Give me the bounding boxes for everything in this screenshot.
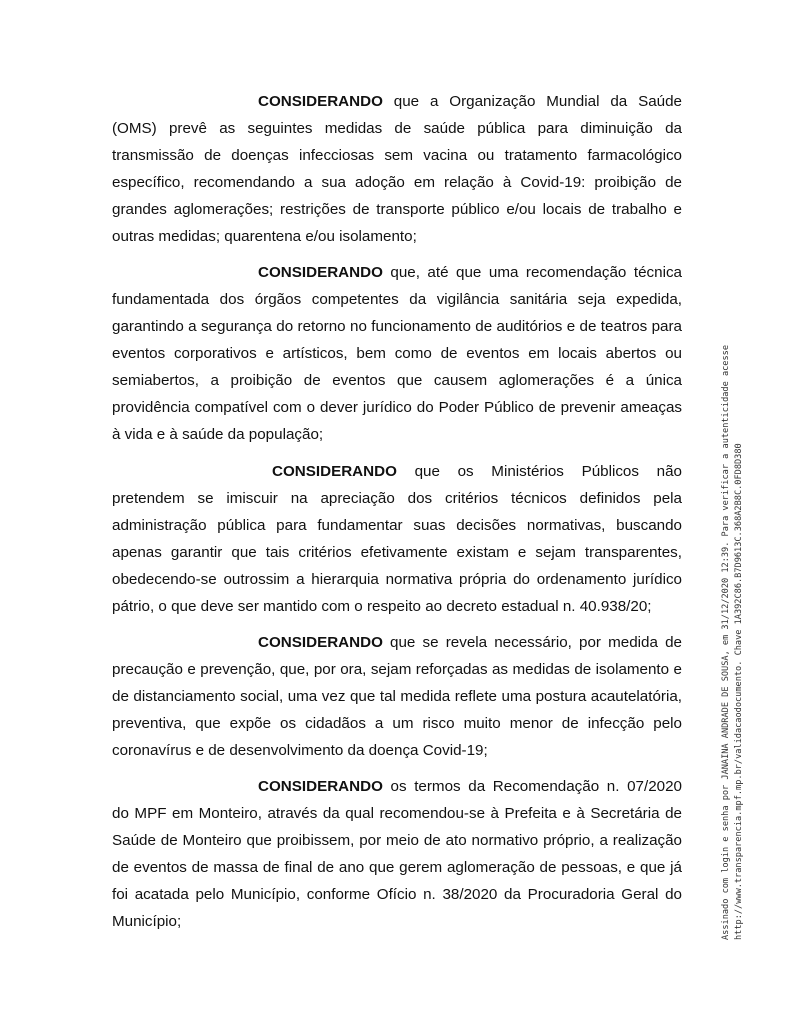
paragraph-5: [112, 773, 682, 935]
signature-verification-note: [720, 180, 746, 940]
paragraph-4-text: que se revela necessário, por medida de precaução e prevenção, que, por ora, sejam reforçadas as medidas de isolamento e de distanciamento social, uma vez que tal medida reflete uma postura acautelatória, preventiva, que expõe os cidadãos a um risco muito menor de infecção pelo coronavírus e de desenvolvimento da doença Covid-19;: [112, 634, 682, 759]
paragraph-5-lead: CONSIDERANDO: [258, 778, 383, 795]
signature-note-line-2[interactable]: http://www.transparencia.mpf.mp.br/validacaodocumento. Chave 1A392C86.B7D9613C.368A2B8C.0FD8D380: [734, 443, 744, 940]
paragraph-3-lead: CONSIDERANDO: [272, 463, 397, 480]
paragraph-2-text: que, até que uma recomendação técnica fundamentada dos órgãos competentes da vigilância sanitária seja expedida, garantindo a segurança do retorno no funcionamento de auditórios e de teatros para eventos corporativos e artísticos, bem como de eventos em locais abertos ou semiabertos, a proibição de eventos que causem aglomerações é a única providência compatível com o dever jurídico do Poder Público de prevenir ameaças à vida e à saúde da população;: [112, 264, 682, 443]
paragraph-2: [112, 259, 682, 448]
paragraph-3-text: que os Ministérios Públicos não pretendem se imiscuir na apreciação dos critérios técnicos definidos pela administração pública para fundamentar suas decisões normativas, buscando apenas garantir que tais critérios efetivamente existam e sejam transparentes, obedecendo-se outrossim a hierarquia normativa própria do ordenamento jurídico pátrio, o que deve ser mantido com o respeito ao decreto estadual n. 40.938/20;: [112, 463, 682, 615]
paragraph-1-lead: CONSIDERANDO: [258, 93, 383, 110]
paragraph-3: [112, 458, 682, 620]
paragraph-4: [112, 629, 682, 764]
paragraph-4-lead: CONSIDERANDO: [258, 634, 383, 651]
paragraph-2-lead: CONSIDERANDO: [258, 264, 383, 281]
paragraph-1-text: que a Organização Mundial da Saúde (OMS) prevê as seguintes medidas de saúde pública para diminuição da transmissão de doenças infecciosas sem vacina ou tratamento farmacológico específico, recomendando a sua adoção em relação à Covid-19: proibição de grandes aglomerações; restrições de transporte público e/ou locais de trabalho e outras medidas; quarentena e/ou isolamento;: [112, 93, 682, 245]
signature-note-line-1: Assinado com login e senha por JANAINA ANDRADE DE SOUSA, em 31/12/2020 12:39. Para verificar a autenticidade acesse: [721, 345, 731, 940]
paragraph-5-text: os termos da Recomendação n. 07/2020 do MPF em Monteiro, através da qual recomendou-se à Prefeita e à Secretária de Saúde de Monteiro que proibissem, por meio de ato normativo próprio, a realização de eventos de massa de final de ano que gerem aglomeração de pessoas, e que já foi acatada pelo Município, conforme Ofício n. 38/2020 da Procuradoria Geral do Município;: [112, 778, 682, 930]
paragraph-1: [112, 88, 682, 250]
